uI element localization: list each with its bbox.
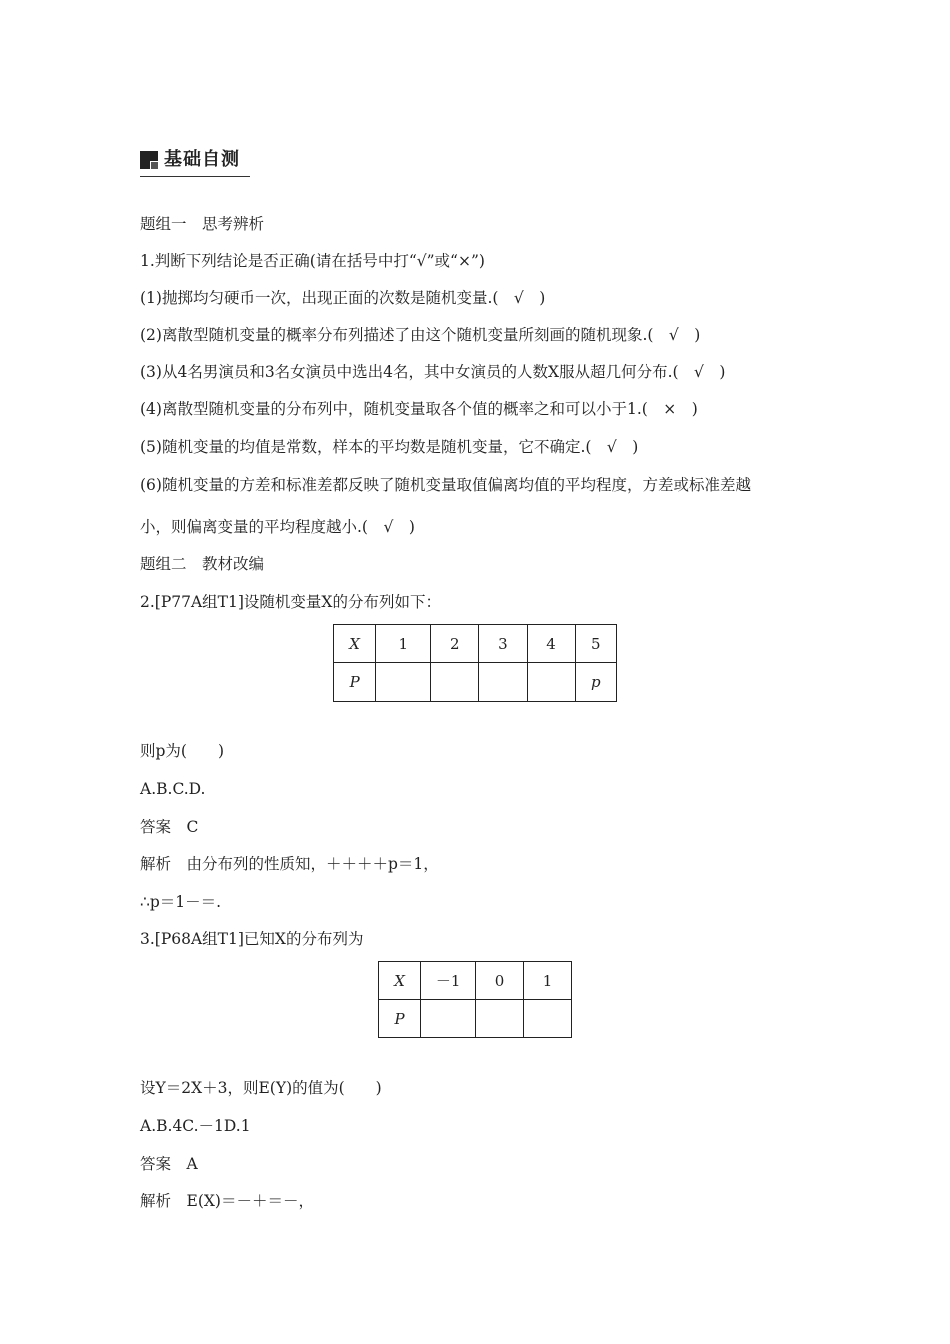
table-cell (476, 1000, 524, 1038)
question-1-stem: 1.判断下列结论是否正确(请在括号中打“√”或“×”) (140, 252, 485, 270)
table-cell (431, 663, 479, 702)
square-section-icon (140, 151, 158, 169)
question-1-item-6a: (6)随机变量的方差和标准差都反映了随机变量取值偏离均值的平均程度，方差或标准差越 (140, 476, 751, 494)
table-row (379, 962, 572, 1000)
table-cell (421, 1000, 476, 1038)
table-cell: 3 (479, 625, 527, 663)
table-row (379, 1000, 572, 1038)
question-1-item-2: (2)离散型随机变量的概率分布列描述了由这个随机变量所刻画的随机现象.( √ ) (140, 326, 701, 344)
question-1-item-4: (4)离散型随机变量的分布列中，随机变量取各个值的概率之和可以小于1.( × ) (140, 400, 698, 418)
table-cell (527, 663, 575, 702)
question-3-analysis: 解析 E(X)＝－＋＝－， (140, 1192, 314, 1210)
table-cell: 1 (376, 625, 431, 663)
question-3-prompt: 设Y＝2X＋3，则E(Y)的值为( ) (140, 1079, 382, 1097)
table-cell: 1 (524, 962, 572, 1000)
table-cell: X (334, 625, 376, 663)
question-2-stem: 2.[P77A组T1]设随机变量X的分布列如下： (140, 593, 441, 611)
question-2-options: A.B.C.D. (140, 780, 206, 798)
question-2-conclusion: ∴p＝1－＝. (140, 893, 222, 911)
question-1-item-3: (3)从4名男演员和3名女演员中选出4名，其中女演员的人数X服从超几何分布.( √ ) (140, 363, 726, 381)
table-row (334, 625, 617, 663)
table-cell: 5 (575, 625, 616, 663)
table-cell: 4 (527, 625, 575, 663)
table-cell: X (379, 962, 421, 1000)
question-3-options: A.B.4C.－1D.1 (140, 1117, 251, 1135)
group-title-2: 题组二 教材改编 (140, 555, 265, 573)
section-header (140, 148, 250, 177)
table-cell (524, 1000, 572, 1038)
table-cell: P (379, 1000, 421, 1038)
table-cell: P (334, 663, 376, 702)
table-cell: 2 (431, 625, 479, 663)
question-1-item-1: (1)抛掷均匀硬币一次，出现正面的次数是随机变量.( √ ) (140, 289, 546, 307)
table-cell: 0 (476, 962, 524, 1000)
table-cell (376, 663, 431, 702)
question-1-item-5: (5)随机变量的均值是常数，样本的平均数是随机变量，它不确定.( √ ) (140, 438, 639, 456)
question-2-prompt: 则p为( ) (140, 742, 225, 760)
distribution-table-q3 (378, 961, 572, 1038)
table-row (334, 663, 617, 702)
distribution-table-q2 (333, 624, 617, 702)
question-3-stem: 3.[P68A组T1]已知X的分布列为 (140, 930, 364, 948)
section-title: 基础自测 (164, 149, 240, 170)
group-title-1: 题组一 思考辨析 (140, 215, 265, 233)
table-cell: －1 (421, 962, 476, 1000)
question-2-answer: 答案 C (140, 818, 199, 836)
question-1-item-6b: 小，则偏离变量的平均程度越小.( √ ) (140, 518, 415, 536)
question-3-answer: 答案 A (140, 1155, 198, 1173)
table-cell (479, 663, 527, 702)
table-cell: p (575, 663, 616, 702)
question-2-analysis: 解析 由分布列的性质知，＋＋＋＋p＝1， (140, 855, 439, 873)
